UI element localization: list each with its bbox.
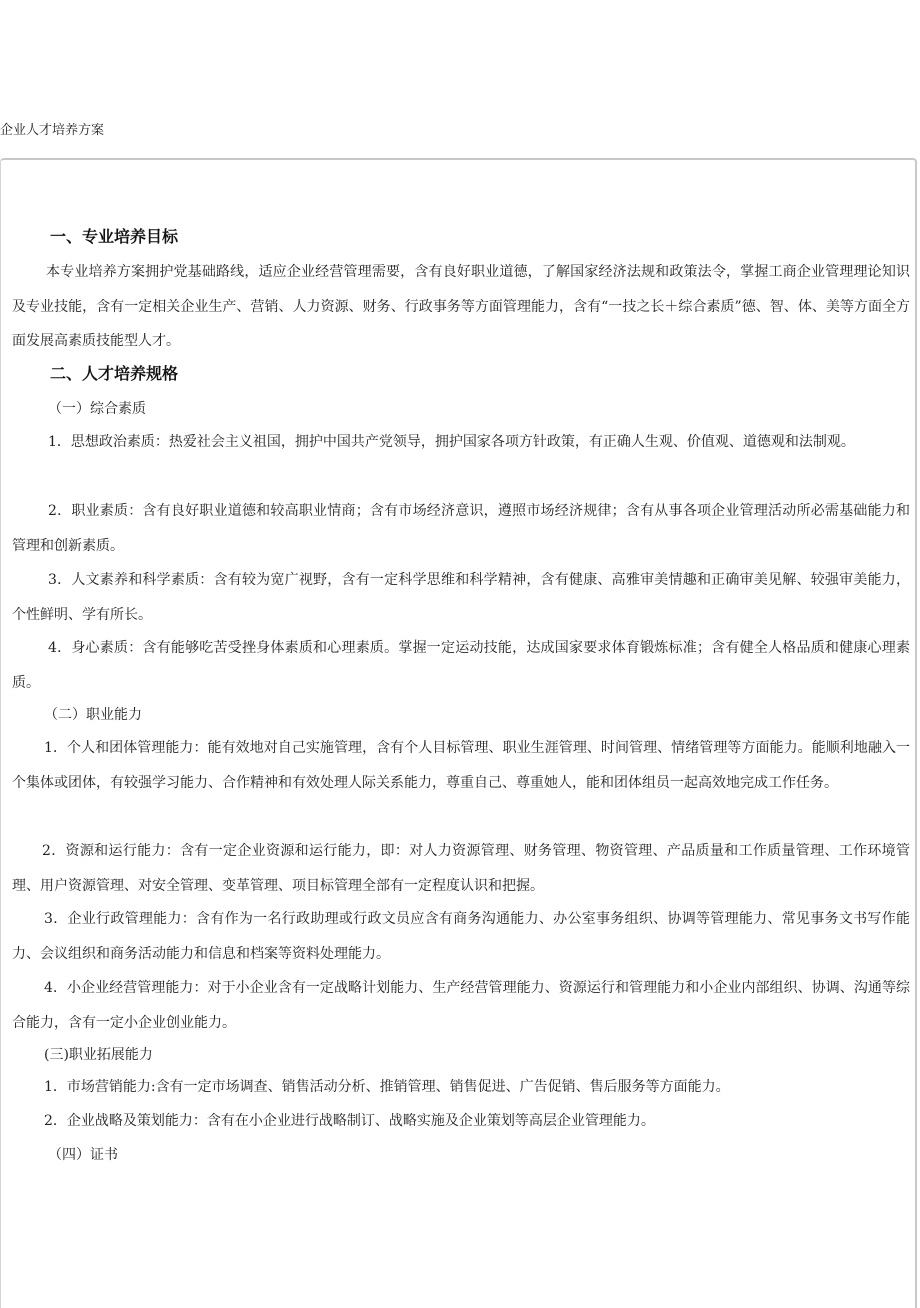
subsection-heading-professional-ability: （二）职业能力 [44, 707, 142, 723]
list-item: 1．市场营销能力:含有一定市场调查、销售活动分析、推销管理、销售促进、广告促销、售后服务等方面能力。 [44, 1079, 730, 1095]
document-title: 企业人才培养方案 [0, 123, 105, 138]
list-item: 2．职业素质：含有良好职业道德和较高职业情商；含有市场经济意识，遵照市场经济规律；含有从事各项企业管理活动所必需基础能力和管理和创新素质。 [12, 503, 910, 554]
list-item: 2．企业战略及策划能力：含有在小企业进行战略制订、战略实施及企业策划等高层企业管理能力。 [44, 1113, 655, 1129]
paragraph-objectives: 本专业培养方案拥护党基础路线，适应企业经营管理需要，含有良好职业道德，了解国家经济法规和政策法令，掌握工商企业管理理论知识及专业技能，含有一定相关企业生产、营销、人力资源、财务、行政事务等方面管理能力，含有“一技之长＋综合素质”德、智、体、美等方面全方面发展高素质技能型人才。 [12, 264, 910, 349]
subsection-heading-certificates: （四）证书 [48, 1147, 118, 1163]
subsection-heading-comprehensive-quality: （一）综合素质 [48, 401, 146, 417]
list-item: 2．资源和运行能力：含有一定企业资源和运行能力，即：对人力资源管理、财务管理、物资管理、产品质量和工作质量管理、工作环境管理、用户资源管理、对安全管理、变革管理、项目标管理全部有一定程度认识和把握。 [12, 843, 910, 894]
list-item: 4．身心素质：含有能够吃苦受挫身体素质和心理素质。掌握一定运动技能，达成国家要求体育锻炼标准；含有健全人格品质和健康心理素质。 [12, 640, 910, 691]
list-item: 3．企业行政管理能力：含有作为一名行政助理或行政文员应含有商务沟通能力、办公室事务组织、协调等管理能力、常见事务文书写作能力、会议组织和商务活动能力和信息和档案等资料处理能力。 [12, 911, 910, 962]
list-item: 1．思想政治素质：热爱社会主义祖国，拥护中国共产党领导，拥护国家各项方针政策，有正确人生观、价值观、道德观和法制观。 [48, 434, 855, 450]
section-heading-objectives: 一、专业培养目标 [50, 227, 179, 246]
list-item: 1．个人和团体管理能力：能有效地对自己实施管理，含有个人目标管理、职业生涯管理、时间管理、情绪管理等方面能力。能顺利地融入一个集体或团体，有较强学习能力、合作精神和有效处理人际关系能力，尊重自己、尊重她人，能和团体组员一起高效地完成工作任务。 [12, 740, 910, 791]
list-item: 3．人文素养和科学素质：含有较为宽广视野，含有一定科学思维和科学精神，含有健康、高雅审美情趣和正确审美见解、较强审美能力，个性鲜明、学有所长。 [12, 572, 910, 623]
list-item: 4．小企业经营管理能力：对于小企业含有一定战略计划能力、生产经营管理能力、资源运行和管理能力和小企业内部组织、协调、沟通等综合能力，含有一定小企业创业能力。 [12, 980, 910, 1031]
section-heading-specifications: 二、人才培养规格 [50, 364, 179, 383]
subsection-heading-extended-ability: (三)职业拓展能力 [44, 1047, 153, 1063]
